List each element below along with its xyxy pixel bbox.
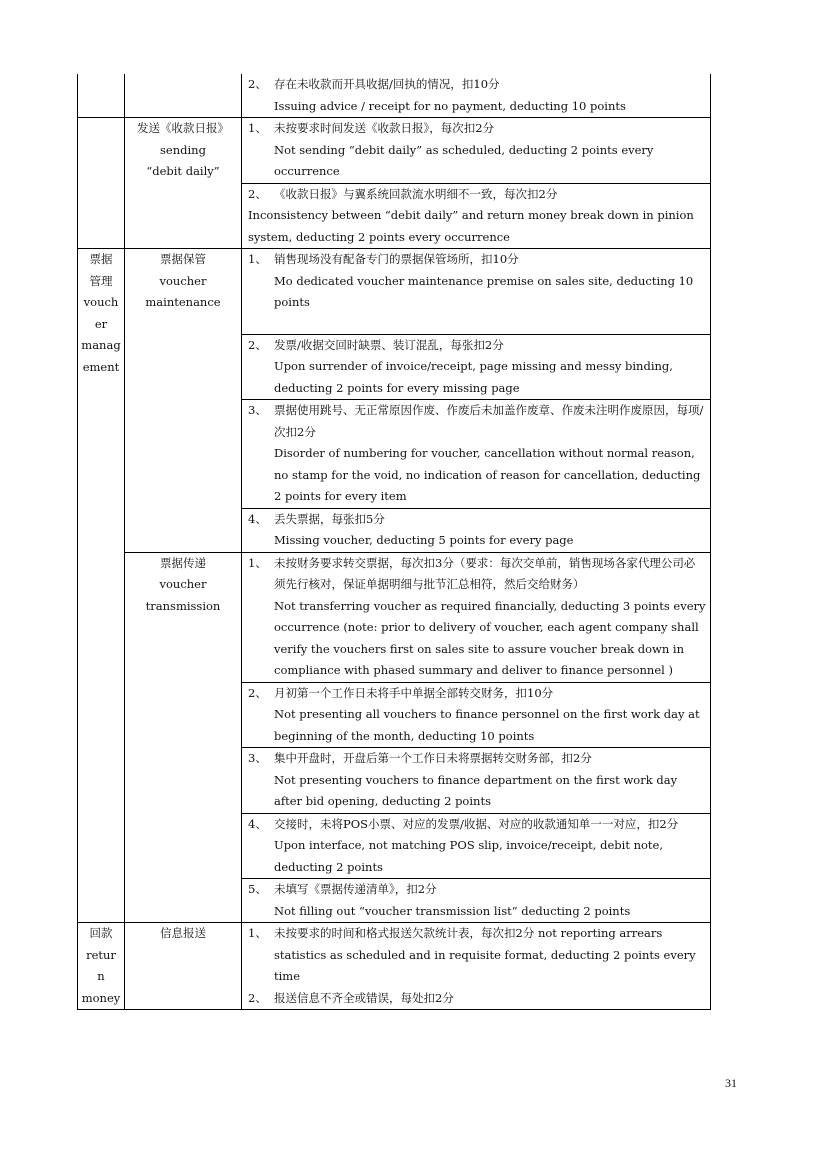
- item-number: 1、: [248, 252, 267, 266]
- item-text-en: Not transferring voucher as required financially, deducting 3 points every occurrence (note: prior to delivery of voucher, each agent company shall verify the vouchers first on sales site to assure voucher break down in compliance with phased summary and deliver to finance personnel ): [274, 598, 706, 677]
- criteria-item: [242, 249, 710, 334]
- category-cell: [78, 118, 125, 249]
- subcategory-info-report: [125, 923, 242, 1010]
- criteria-cell: [242, 813, 711, 879]
- item-text-zh: 集中开盘时，开盘后第一个工作日未将票据转交财务部，扣2分: [274, 751, 592, 765]
- item-text-en: Not sending “debit daily” as scheduled, deducting 2 points every occurrence: [274, 142, 654, 178]
- subcategory-voucher-transmission: [125, 552, 242, 923]
- criteria-cell: [242, 508, 711, 552]
- item-text-en: Issuing advice / receipt for no payment, deducting 10 points: [274, 98, 626, 113]
- item-text-zh: 发票/收据交回时缺票、装订混乱，每张扣2分: [274, 337, 504, 352]
- criteria-item: [242, 748, 710, 813]
- criteria-item: [242, 184, 710, 249]
- item-number: 2、: [248, 337, 267, 352]
- item-text-zh: 销售现场没有配备专门的票据保管场所，扣10分: [274, 252, 519, 266]
- criteria-item: [242, 118, 710, 183]
- criteria-cell: [242, 118, 711, 184]
- item-text-en: Not presenting vouchers to finance department on the first work day after bid opening, deducting 2 points: [274, 772, 678, 808]
- item-number: 3、: [248, 751, 267, 765]
- item-number: 1、: [248, 926, 267, 940]
- criteria-cell: [242, 552, 711, 682]
- item-text-en: Inconsistency between “debit daily” and return money break down in pinion system, deducting 2 points every occurrence: [248, 208, 694, 244]
- criteria-item: [242, 879, 710, 922]
- criteria-cell: [242, 682, 711, 748]
- criteria-item: [242, 553, 710, 682]
- item-text-zh: 未填写《票据传递清单》，扣2分: [274, 882, 437, 896]
- item-text-zh: 月初第一个工作日未将手中单据全部转交财务，扣10分: [274, 685, 554, 700]
- criteria-cell: [242, 183, 711, 249]
- item-text-zh: 丢失票据，每张扣5分: [274, 511, 385, 526]
- item-text-zh: 未按要求时间发送《收款日报》，每次扣2分: [274, 121, 495, 135]
- category-label: 票据 管理 vouch er manag ement: [81, 252, 121, 374]
- item-text-en: Disorder of numbering for voucher, cancellation without normal reason, no stamp for the void, no indication of reason for cancellation, deducting 2 points for every item: [274, 446, 701, 503]
- item-number: 5、: [248, 882, 267, 896]
- item-text-en: Mo dedicated voucher maintenance premise on sales site, deducting 10 points: [274, 273, 694, 309]
- item-text-zh: 《收款日报》与翼系统回款流水明细不一致，每次扣2分: [274, 186, 558, 201]
- item-text-en: Not filling out “voucher transmission list” deducting 2 points: [274, 903, 631, 918]
- table-row: [78, 74, 711, 118]
- criteria-cell: [242, 923, 711, 1010]
- item-text-en: Not presenting all vouchers to finance personnel on the first work day at beginning of the month, deducting 10 points: [274, 707, 700, 743]
- criteria-item: [242, 923, 710, 988]
- subcategory-label: 信息报送: [160, 926, 206, 940]
- criteria-cell: [242, 400, 711, 509]
- category-voucher-management: [78, 249, 125, 923]
- criteria-cell: [242, 748, 711, 814]
- evaluation-table: [77, 74, 711, 1010]
- subcategory-label: 票据传递 voucher transmission: [145, 555, 221, 613]
- item-number: 4、: [248, 816, 267, 831]
- table-row: [78, 552, 711, 682]
- item-number: 2、: [248, 685, 267, 700]
- item-text-zh: 存在未收款而开具收据/回执的情况，扣10分: [274, 77, 500, 91]
- criteria-item: [242, 400, 710, 508]
- criteria-cell: [242, 74, 711, 118]
- item-text-zh: 交接时，未将POS小票、对应的发票/收据、对应的收款通知单一一对应，扣2分: [274, 816, 679, 831]
- item-number: 2、: [248, 77, 267, 91]
- criteria-item: [242, 814, 710, 879]
- item-text-en: Upon surrender of invoice/receipt, page missing and messy binding, deducting 2 points for every missing page: [274, 359, 673, 395]
- category-label: 回款 retur n money: [81, 926, 121, 1005]
- item-number: 2、: [248, 990, 267, 1005]
- table-row: [78, 249, 711, 335]
- item-text-en: Upon interface, not matching POS slip, invoice/receipt, debit note, deducting 2 points: [274, 838, 664, 874]
- item-number: 2、: [248, 186, 267, 201]
- page-number: 31: [725, 1076, 737, 1090]
- item-number: 3、: [248, 403, 267, 417]
- item-text-zh: 未按要求的时间和格式报送欠款统计表，每次扣2分 not reporting arrears statistics as scheduled and in requisite format, deducting 2 points every time: [274, 926, 696, 983]
- criteria-cell: [242, 879, 711, 923]
- category-cell: [78, 74, 125, 118]
- item-text-zh: 未按财务要求转交票据，每次扣3分（要求：每次交单前，销售现场各家代理公司必须先行核对，保证单据明细与批节汇总相符，然后交给财务）: [274, 555, 696, 591]
- table-row: [78, 923, 711, 1010]
- criteria-item: [242, 509, 710, 552]
- item-number: 1、: [248, 555, 267, 570]
- criteria-item: [242, 74, 710, 117]
- item-text-en: Missing voucher, deducting 5 points for every page: [274, 533, 574, 547]
- subcategory-label: 发送《收款日报》 sending “debit daily”: [137, 121, 229, 178]
- item-text-zh: 报送信息不齐全或错误，每处扣2分: [274, 990, 454, 1005]
- criteria-cell: [242, 249, 711, 335]
- subcategory-debit-daily: [125, 118, 242, 249]
- criteria-item: [242, 335, 710, 400]
- criteria-cell: [242, 334, 711, 400]
- subcategory-cell: [125, 74, 242, 118]
- subcategory-voucher-maintenance: [125, 249, 242, 553]
- criteria-item: [242, 988, 710, 1010]
- table-row: [78, 118, 711, 184]
- item-text-zh: 票据使用跳号、无正常原因作废、作废后未加盖作废章、作废未注明作废原因，每项/次扣2分: [274, 403, 704, 439]
- category-return-money: [78, 923, 125, 1010]
- item-number: 4、: [248, 511, 267, 526]
- item-number: 1、: [248, 121, 267, 135]
- criteria-item: [242, 683, 710, 748]
- subcategory-label: 票据保管 voucher maintenance: [145, 252, 221, 309]
